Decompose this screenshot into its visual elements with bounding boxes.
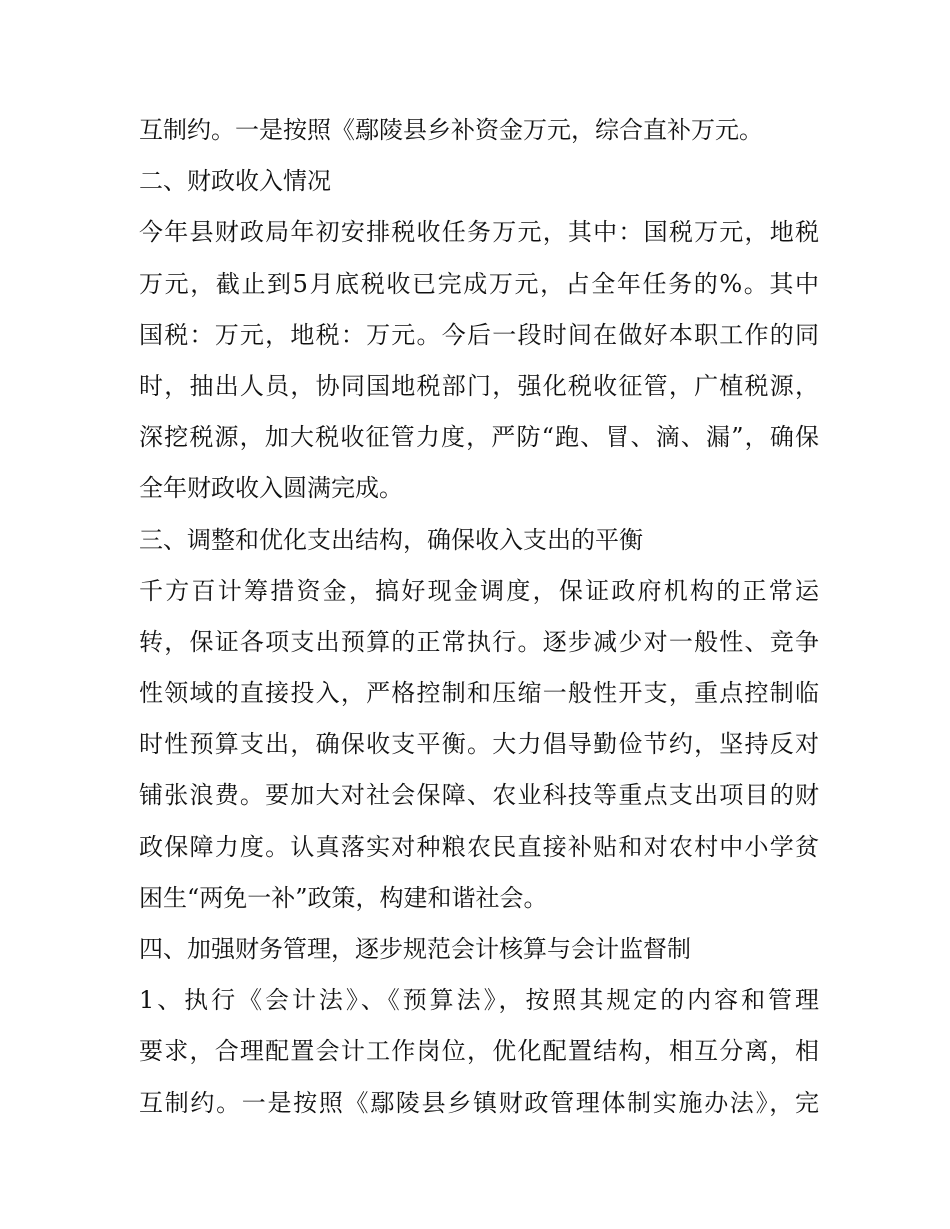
text-line: 全年财政收入圆满完成。 xyxy=(139,474,403,503)
text-line: 铺张浪费。要加大对社会保障、农业科技等重点支出项目的财 xyxy=(139,781,819,810)
text-line: 万元，截止到5月底税收已完成万元，占全年任务的%。其中 xyxy=(139,269,819,298)
text-line: 时，抽出人员，协同国地税部门，强化税收征管，广植税源， xyxy=(139,371,819,400)
document-body xyxy=(139,105,819,1129)
text-line: 三、调整和优化支出结构，确保收入支出的平衡 xyxy=(139,525,643,554)
text-line: 1、执行《会计法》、《预算法》，按照其规定的内容和管理 xyxy=(139,986,819,1015)
text-line: 互制约。一是按照《鄢陵县乡镇财政管理体制实施办法》，完 xyxy=(139,1088,819,1117)
text-line: 时性预算支出，确保收支平衡。大力倡导勤俭节约，坚持反对 xyxy=(139,730,819,759)
text-line: 困生“两免一补”政策，构建和谐社会。 xyxy=(139,883,548,912)
text-line: 国税：万元，地税：万元。今后一段时间在做好本职工作的同 xyxy=(139,320,819,349)
text-line: 四、加强财务管理，逐步规范会计核算与会计监督制 xyxy=(139,935,691,963)
text-line: 政保障力度。认真落实对种粮农民直接补贴和对农村中小学贫 xyxy=(139,832,819,861)
text-line: 深挖税源，加大税收征管力度，严防“跑、冒、滴、漏”，确保 xyxy=(139,423,819,452)
text-line: 互制约。一是按照《鄢陵县乡补资金万元，综合直补万元。 xyxy=(139,116,763,144)
text-line: 今年县财政局年初安排税收任务万元，其中：国税万元，地税 xyxy=(139,218,819,247)
text-line: 二、财政收入情况 xyxy=(139,167,331,196)
text-line: 转，保证各项支出预算的正常执行。逐步减少对一般性、竞争 xyxy=(139,627,819,656)
text-line: 要求，合理配置会计工作岗位，优化配置结构，相互分离，相 xyxy=(139,1037,819,1066)
text-line: 性领域的直接投入，严格控制和压缩一般性开支，重点控制临 xyxy=(139,679,819,708)
text-line: 千方百计筹措资金，搞好现金调度，保证政府机构的正常运 xyxy=(139,576,819,605)
